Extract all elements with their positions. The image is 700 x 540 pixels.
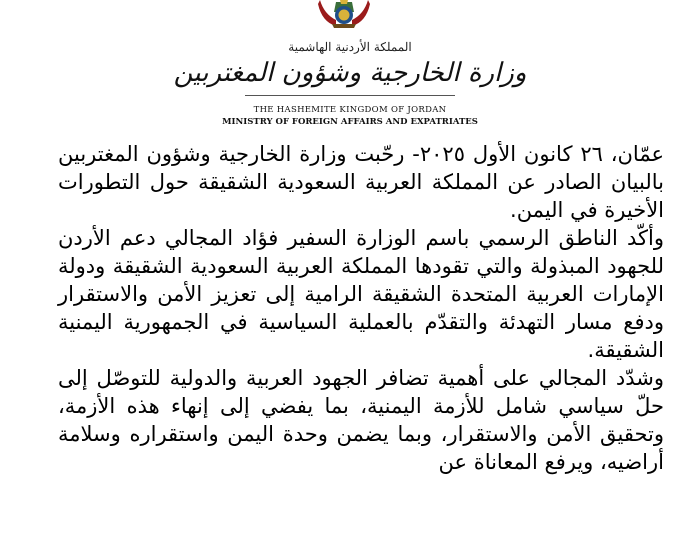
statement-paragraph-2: وأكّد الناطق الرسمي باسم الوزارة السفير فؤاد المجالي دعم الأردن للجهود المبذولة والتي تقودها المملكة العربية السعودية الشقيقة ودولة الإمارات العربية المتحدة الشقيقة الرامية إلى تعزيز الأمن والاستقرار ودفع مسار التهدئة والتقدّم بالعملية السياسية في الجمهورية اليمنية الشقيقة.	[58, 226, 664, 362]
kingdom-name-english: THE HASHEMITE KINGDOM OF JORDAN	[253, 105, 447, 115]
kingdom-name-arabic: المملكة الأردنية الهاشمية	[288, 40, 412, 54]
letterhead	[0, 0, 700, 135]
statement-paragraph-1: عمّان، ٢٦ كانون الأول ٢٠٢٥- رحّبت وزارة الخارجية وشؤون المغتربين بالبيان الصادر عن المملكة العربية السعودية الشقيقة حول التطورات الأخيرة في اليمن.	[58, 142, 665, 222]
statement-paragraph-3: وشدّد المجالي على أهمية تضافر الجهود العربية والدولية للتوصّل إلى حلّ سياسي شامل للأزمة اليمنية، بما يفضي إلى إنهاء هذه الأزمة، وتحقيق الأمن والاستقرار، وبما يضمن وحدة اليمن واستقراره وسلامة أراضيه، ويرفع المعاناة عن	[58, 366, 664, 474]
ministry-name-english: MINISTRY OF FOREIGN AFFAIRS AND EXPATRIATES	[222, 117, 478, 127]
ministry-name-arabic: وزارة الخارجية وشؤون المغتربين	[173, 58, 527, 88]
jordan-coat-of-arms-icon	[314, 0, 374, 28]
letterhead-divider	[245, 95, 455, 96]
statement-body	[58, 140, 664, 476]
